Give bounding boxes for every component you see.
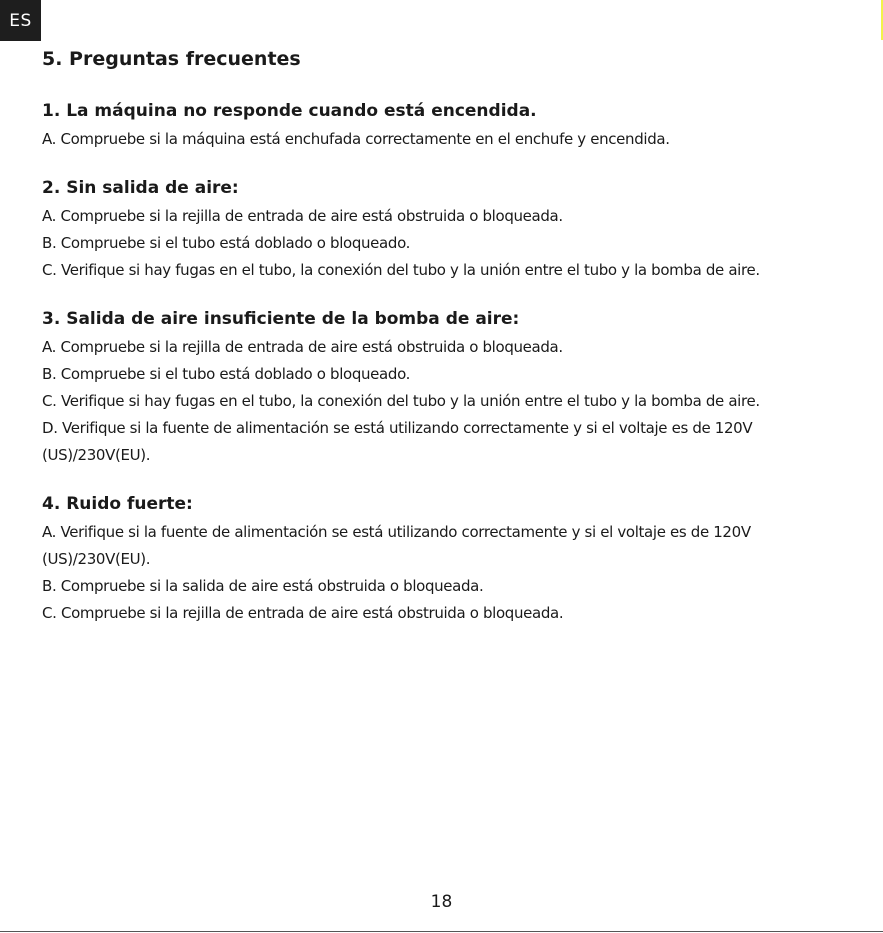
faq-answer: C. Verifique si hay fugas en el tubo, la conexión del tubo y la unión entre el tubo y la bomba de aire. [42, 391, 760, 410]
faq-question: 2. Sin salida de aire: [42, 177, 239, 198]
faq-item-2 [42, 177, 872, 284]
faq-answer: C. Compruebe si la rejilla de entrada de aire está obstruida o bloqueada. [42, 604, 564, 623]
faq-answer: D. Verifique si la fuente de alimentación se está utilizando correctamente y si el voltaje es de 120V (US)/230V(EU). [42, 418, 753, 464]
faq-answer: A. Compruebe si la rejilla de entrada de aire está obstruida o bloqueada. [42, 206, 563, 225]
faq-item-1 [42, 100, 872, 153]
bottom-divider [0, 931, 883, 932]
faq-answer: B. Compruebe si el tubo está doblado o bloqueado. [42, 233, 411, 252]
faq-answer: B. Compruebe si la salida de aire está obstruida o bloqueada. [42, 577, 484, 596]
page-number: 18 [430, 892, 453, 912]
faq-answer: B. Compruebe si el tubo está doblado o bloqueado. [42, 364, 411, 383]
section-title: 5. Preguntas frecuentes [42, 48, 301, 70]
faq-item-4 [42, 493, 872, 627]
faq-answer: A. Verifique si la fuente de alimentación se está utilizando correctamente y si el voltaje es de 120V (US)/230V(EU). [42, 523, 751, 569]
language-tab: ES [0, 0, 41, 41]
faq-answer: A. Compruebe si la rejilla de entrada de aire está obstruida o bloqueada. [42, 337, 563, 356]
faq-answer: A. Compruebe si la máquina está enchufada correctamente en el enchufe y encendida. [42, 129, 670, 148]
faq-question: 1. La máquina no responde cuando está encendida. [42, 100, 537, 121]
faq-answer: C. Verifique si hay fugas en el tubo, la conexión del tubo y la unión entre el tubo y la bomba de aire. [42, 260, 760, 279]
faq-item-3 [42, 308, 872, 469]
faq-question: 4. Ruido fuerte: [42, 493, 193, 514]
faq-content [42, 47, 872, 651]
faq-question: 3. Salida de aire insuficiente de la bomba de aire: [42, 308, 520, 329]
